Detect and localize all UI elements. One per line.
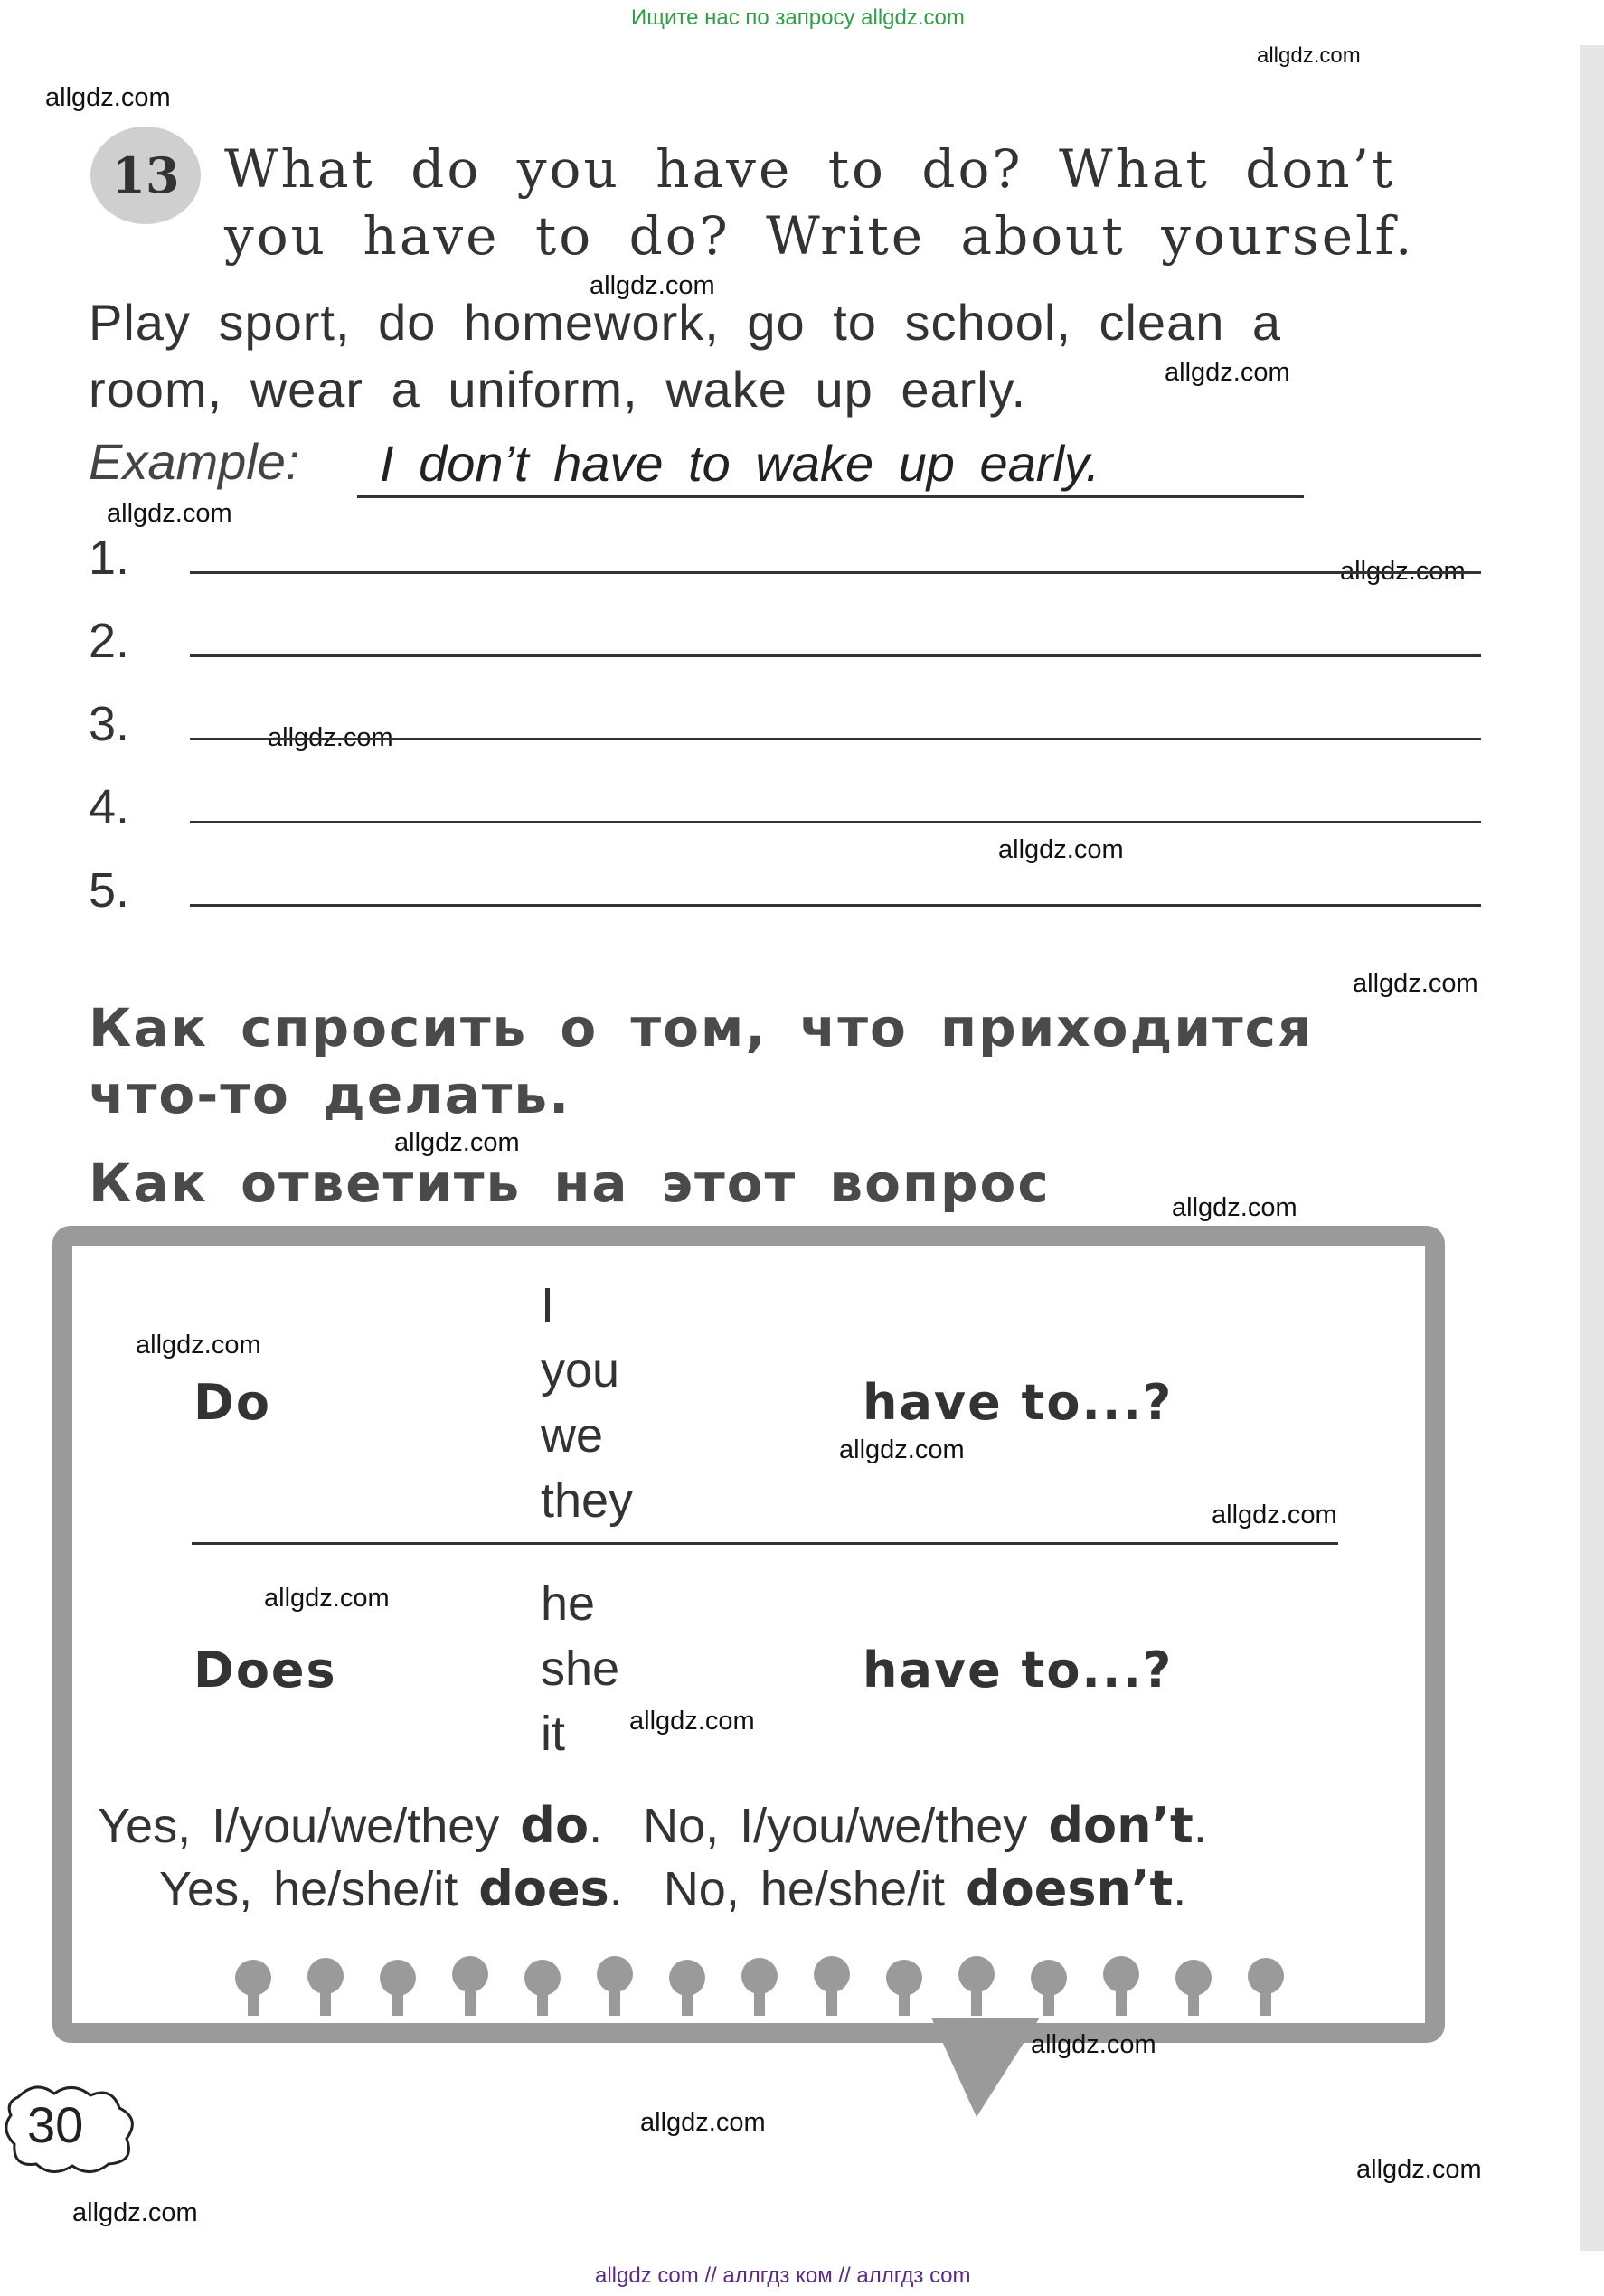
answer-line-number: 5.: [89, 863, 130, 917]
speech-bubble-tail: [931, 2018, 1040, 2117]
grammar-heading-line: Как спросить о том, что приходится: [89, 997, 1314, 1059]
exercise-number: 13: [111, 146, 180, 204]
have-to-question: have to...?: [863, 1642, 1174, 1698]
watermark: allgdz.com: [998, 835, 1124, 864]
grammar-box: [52, 1226, 1445, 2043]
pronoun: they: [541, 1473, 634, 1528]
watermark: allgdz.com: [1257, 43, 1361, 68]
page-edge-shadow: [1580, 45, 1604, 2251]
watermark: allgdz.com: [839, 1435, 965, 1464]
prompt-line: Play sport, do homework, go to school, clean a: [89, 294, 1282, 351]
exercise-title: [224, 136, 1481, 269]
watermark: allgdz.com: [629, 1707, 755, 1736]
short-answer-singular: Yes, he/she/it does. No, he/she/it doesn’t.: [159, 1860, 1187, 1917]
answer-line-row[interactable]: [89, 696, 1481, 759]
answer-do: do: [520, 1797, 590, 1854]
watermark: allgdz.com: [394, 1128, 520, 1157]
watermark: allgdz.com: [1165, 358, 1290, 387]
pronoun: he: [541, 1576, 596, 1631]
exercise-title-line: What do you have to do? What don’t: [224, 138, 1396, 200]
answer-yes: Yes, he/she/it: [159, 1862, 458, 1916]
prompt-line: room, wear a uniform, wake up early.: [89, 361, 1027, 418]
watermark: allgdz.com: [264, 1584, 390, 1613]
watermark: allgdz.com: [1031, 2030, 1156, 2059]
pronoun: you: [541, 1343, 620, 1397]
watermark: allgdz.com: [72, 2198, 198, 2227]
watermark: allgdz.com: [590, 271, 715, 300]
top-banner-watermark: Ищите нас по запросу allgdz.com: [631, 5, 965, 30]
have-to-question: have to...?: [863, 1374, 1174, 1431]
watermark: allgdz.com: [45, 83, 171, 112]
short-answer-plural: Yes, I/you/we/they do. No, I/you/we/they don’t.: [98, 1797, 1207, 1854]
watermark: allgdz.com: [107, 499, 232, 528]
pronoun: I: [541, 1278, 555, 1332]
answer-no: No, I/you/we/they: [643, 1799, 1028, 1853]
watermark: allgdz.com: [1340, 557, 1466, 586]
watermark: allgdz.com: [1212, 1501, 1337, 1529]
grammar-subheading: Как ответить на этот вопрос: [89, 1153, 1051, 1214]
answer-does: does: [478, 1860, 609, 1917]
pronoun-list-do: [541, 1273, 633, 1533]
answer-no: No, he/she/it: [663, 1862, 945, 1916]
answer-line-number: 1.: [89, 531, 130, 585]
watermark: allgdz.com: [136, 1331, 261, 1360]
answer-line[interactable]: [190, 571, 1481, 574]
watermark: allgdz.com: [1172, 1193, 1297, 1222]
answer-dont: don’t: [1048, 1797, 1194, 1854]
answer-line-row[interactable]: [89, 613, 1481, 676]
grammar-heading-line: что-то делать.: [89, 1064, 571, 1125]
answer-line-number: 2.: [89, 614, 130, 668]
does-label: Does: [193, 1642, 337, 1698]
do-label: Do: [193, 1374, 271, 1431]
decorative-dots: [235, 1953, 1302, 2016]
answer-line-row[interactable]: [89, 779, 1481, 842]
answer-line-row[interactable]: [89, 530, 1481, 593]
exercise-number-badge: [90, 127, 201, 224]
answer-line-number: 4.: [89, 780, 130, 834]
example-label: Example:: [89, 433, 300, 490]
answer-line[interactable]: [190, 654, 1481, 657]
answer-line-number: 3.: [89, 697, 130, 751]
pronoun: it: [541, 1707, 565, 1761]
watermark: allgdz.com: [1353, 969, 1478, 998]
pronoun: we: [541, 1408, 604, 1463]
answer-doesnt: doesn’t: [966, 1860, 1174, 1917]
watermark: allgdz.com: [268, 723, 393, 752]
answer-line[interactable]: [190, 821, 1481, 823]
watermark: allgdz.com: [640, 2108, 766, 2137]
answer-yes: Yes, I/you/we/they: [98, 1799, 500, 1853]
watermark: allgdz.com: [1356, 2155, 1482, 2184]
example-answer: I don’t have to wake up early.: [357, 432, 1304, 498]
pronoun: she: [541, 1642, 620, 1696]
answer-line[interactable]: [190, 738, 1481, 740]
bottom-banner-watermark: allgdz com // аллгдз ком // аллгдз com: [595, 2263, 971, 2288]
exercise-title-line: you have to do? Write about yourself.: [224, 205, 1415, 267]
page-number: 30: [27, 2096, 84, 2153]
grammar-heading: [89, 994, 1481, 1128]
exercise-prompt: [89, 289, 1481, 423]
answer-line[interactable]: [190, 904, 1481, 907]
grammar-divider: [192, 1542, 1338, 1545]
pronoun-list-does: [541, 1571, 619, 1766]
answer-line-row[interactable]: [89, 862, 1481, 926]
